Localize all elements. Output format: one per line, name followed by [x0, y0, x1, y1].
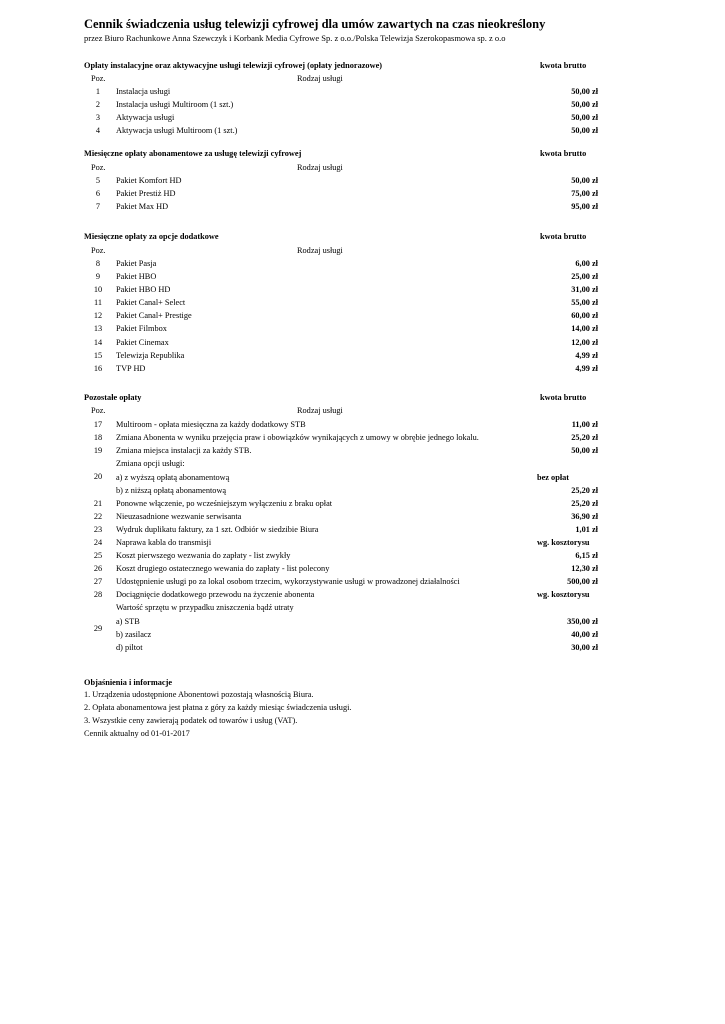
poz-header: Poz.	[91, 246, 106, 255]
row-price: 95,00 zł	[571, 202, 598, 211]
row-price: 14,00 zł	[571, 324, 598, 333]
row-price: 4,99 zł	[575, 364, 598, 373]
kwota-header: kwota brutto	[540, 393, 587, 402]
row-number: 17	[93, 420, 103, 429]
table-row	[84, 298, 604, 311]
row-price: wg. kosztorysu	[537, 538, 590, 547]
poz-header: Poz.	[91, 163, 106, 172]
row-number: 12	[93, 311, 103, 320]
row-number: 13	[93, 324, 103, 333]
row-service-name: Pakiet Pasja	[116, 259, 157, 268]
row-price: wg. kosztorysu	[537, 590, 590, 599]
rodzaj-header: Rodzaj usługi	[297, 246, 343, 255]
row-service-name: Wydruk duplikatu faktury, za 1 szt. Odbiór w siedzibie Biura	[116, 525, 319, 534]
table-row	[84, 202, 604, 215]
table-row	[84, 324, 604, 337]
table-row	[84, 100, 604, 113]
poz-header: Poz.	[91, 406, 106, 415]
rodzaj-header: Rodzaj usługi	[297, 163, 343, 172]
table-row	[84, 512, 604, 525]
row-number: 18	[93, 433, 103, 442]
row-service-name: Aktywacja usługi	[116, 113, 175, 122]
table-row	[84, 364, 604, 377]
row-number: 1	[95, 87, 101, 96]
row-number: 7	[95, 202, 101, 211]
table-row	[84, 473, 604, 486]
row-price: 75,00 zł	[571, 189, 598, 198]
table-row	[84, 459, 604, 472]
section-title: Opłaty instalacyjne oraz aktywacyjne usługi telewizji cyfrowej (opłaty jednorazowe)	[84, 61, 383, 70]
table-row	[84, 486, 604, 499]
row-price: 36,90 zł	[571, 512, 598, 521]
row-price: 31,00 zł	[571, 285, 598, 294]
row-service-name: Ponowne włączenie, po wcześniejszym wyłączeniu z braku opłat	[116, 499, 333, 508]
section-title: Miesięczne opłaty za opcje dodatkowe	[84, 232, 219, 241]
row-price: 25,20 zł	[571, 499, 598, 508]
row-price: 50,00 zł	[571, 126, 598, 135]
page-title: Cennik świadczenia usług telewizji cyfrowej dla umów zawartych na czas nieokreślony	[84, 17, 546, 31]
row-price: 12,30 zł	[571, 564, 598, 573]
row-price: 4,99 zł	[575, 351, 598, 360]
row-service-name: Telewizja Republika	[116, 351, 185, 360]
row-price: 50,00 zł	[571, 87, 598, 96]
table-row	[84, 285, 604, 298]
row-number: 9	[95, 272, 101, 281]
row-price: 1,01 zł	[575, 525, 598, 534]
row-number: 8	[95, 259, 101, 268]
row-number: 6	[95, 189, 101, 198]
row-service-name: Pakiet Cinemax	[116, 338, 169, 347]
row-number: 15	[93, 351, 103, 360]
row-price: 55,00 zł	[571, 298, 598, 307]
row-price: 12,00 zł	[571, 338, 598, 347]
row-number: 21	[93, 499, 103, 508]
row-service-name: Pakiet Prestiż HD	[116, 189, 176, 198]
row-service-name: Pakiet Canal+ Prestige	[116, 311, 192, 320]
row-number: 11	[94, 298, 102, 307]
table-row	[84, 420, 604, 433]
notes-title: Objaśnienia i informacje	[84, 678, 173, 687]
row-service-name: Nieuzasadnione wezwanie serwisanta	[116, 512, 242, 521]
row-service-name: Pakiet Max HD	[116, 202, 169, 211]
page-subtitle: przez Biuro Rachunkowe Anna Szewczyk i Korbank Media Cyfrowe Sp. z o.o./Polska Telewizja Szerokopasmowa sp. z o.o	[84, 33, 506, 43]
row-price: 6,00 zł	[575, 259, 598, 268]
row-number: 28	[93, 590, 103, 599]
row-service-name: Zmiana Abonenta w wyniku przejęcia praw i obowiązków wynikających z umowy w obrębie jednego lokalu.	[116, 433, 479, 442]
row-price: 6,15 zł	[575, 551, 598, 560]
table-row	[84, 577, 604, 590]
row-service-name: Udostępnienie usługi po za lokal osobom trzecim, wykorzystywanie usługi w prowadzonej działalności	[116, 577, 460, 586]
row-service-name: Koszt drugiego ostatecznego wewania do zapłaty - list polecony	[116, 564, 330, 573]
row-service-name: b) zasilacz	[116, 630, 152, 639]
kwota-header: kwota brutto	[540, 61, 587, 70]
row-service-name: Koszt pierwszego wezwania do zapłaty - list zwykły	[116, 551, 291, 560]
row-number-merged: 29	[93, 624, 103, 633]
table-row	[84, 564, 604, 577]
row-number: 26	[93, 564, 103, 573]
rodzaj-header: Rodzaj usługi	[297, 406, 343, 415]
row-number: 4	[95, 126, 101, 135]
row-service-name: Naprawa kabla do transmisji	[116, 538, 212, 547]
row-number: 16	[93, 364, 103, 373]
row-number: 2	[95, 100, 101, 109]
note-item: 1. Urządzenia udostępnione Abonentowi pozostają własnością Biura.	[84, 690, 314, 699]
table-row	[84, 603, 604, 616]
table-row	[84, 499, 604, 512]
row-service-name: Dociągnięcie dodatkowego przewodu na życzenie abonenta	[116, 590, 315, 599]
row-number: 19	[93, 446, 103, 455]
row-service-name: a) STB	[116, 617, 140, 626]
row-price: 50,00 zł	[571, 176, 598, 185]
row-service-name: Zmiana opcji usługi:	[116, 459, 185, 468]
row-price: bez opłat	[537, 473, 570, 482]
section-title: Miesięczne opłaty abonamentowe za usługę telewizji cyfrowej	[84, 149, 302, 158]
row-service-name: Instalacja usługi	[116, 87, 171, 96]
row-price: 25,20 zł	[571, 486, 598, 495]
row-price: 11,00 zł	[571, 420, 598, 429]
table-row	[84, 446, 604, 459]
row-number: 27	[93, 577, 103, 586]
table-row	[84, 433, 604, 446]
table-row	[84, 551, 604, 564]
row-service-name: Instalacja usługi Multiroom (1 szt.)	[116, 100, 234, 109]
note-item: 2. Opłata abonamentowa jest płatna z góry za każdy miesiąc świadczenia usługi.	[84, 703, 352, 712]
row-price: 50,00 zł	[571, 100, 598, 109]
section-title: Pozostałe opłaty	[84, 393, 142, 402]
table-row	[84, 113, 604, 126]
kwota-header: kwota brutto	[540, 149, 587, 158]
table-row	[84, 272, 604, 285]
table-row	[84, 126, 604, 139]
poz-header: Poz.	[91, 74, 106, 83]
row-price: 30,00 zł	[571, 643, 598, 652]
row-service-name: Zmiana miejsca instalacji za każdy STB.	[116, 446, 252, 455]
row-price: 50,00 zł	[571, 113, 598, 122]
row-service-name: d) piltot	[116, 643, 143, 652]
row-number: 24	[93, 538, 103, 547]
table-row	[84, 538, 604, 551]
row-price: 25,00 zł	[571, 272, 598, 281]
row-service-name: a) z wyższą opłatą abonamentową	[116, 473, 230, 482]
row-service-name: Aktywacja usługi Multiroom (1 szt.)	[116, 126, 238, 135]
row-number: 22	[93, 512, 103, 521]
table-row	[84, 189, 604, 202]
row-service-name: Multiroom - opłata miesięczna za każdy dodatkowy STB	[116, 420, 306, 429]
rodzaj-header: Rodzaj usługi	[297, 74, 343, 83]
row-number: 14	[93, 338, 103, 347]
table-row	[84, 351, 604, 364]
note-item: 3. Wszystkie ceny zawierają podatek od towarów i usług (VAT).	[84, 716, 298, 725]
kwota-header: kwota brutto	[540, 232, 587, 241]
table-row	[84, 643, 604, 656]
row-number: 23	[93, 525, 103, 534]
row-price: 500,00 zł	[567, 577, 598, 586]
table-row	[84, 87, 604, 100]
table-row	[84, 338, 604, 351]
row-price: 25,20 zł	[571, 433, 598, 442]
row-number: 10	[93, 285, 103, 294]
row-service-name: Pakiet Filmbox	[116, 324, 167, 333]
row-service-name: Pakiet Canal+ Select	[116, 298, 186, 307]
table-row	[84, 590, 604, 603]
table-row	[84, 525, 604, 538]
table-row	[84, 630, 604, 643]
table-row	[84, 176, 604, 189]
row-price: 40,00 zł	[571, 630, 598, 639]
table-row	[84, 259, 604, 272]
row-price: 60,00 zł	[571, 311, 598, 320]
row-service-name: TVP HD	[116, 364, 146, 373]
row-number-merged: 20	[93, 472, 103, 481]
row-price: 350,00 zł	[567, 617, 598, 626]
row-service-name: Pakiet HBO HD	[116, 285, 171, 294]
row-service-name: Wartość sprzętu w przypadku zniszczenia bądź utraty	[116, 603, 294, 612]
table-row	[84, 617, 604, 630]
row-service-name: Pakiet Komfort HD	[116, 176, 182, 185]
row-price: 50,00 zł	[571, 446, 598, 455]
note-item: Cennik aktualny od 01-01-2017	[84, 729, 190, 738]
table-row	[84, 311, 604, 324]
row-number: 25	[93, 551, 103, 560]
row-number: 5	[95, 176, 101, 185]
row-service-name: b) z niższą opłatą abonamentową	[116, 486, 227, 495]
row-service-name: Pakiet HBO	[116, 272, 157, 281]
row-number: 3	[95, 113, 101, 122]
